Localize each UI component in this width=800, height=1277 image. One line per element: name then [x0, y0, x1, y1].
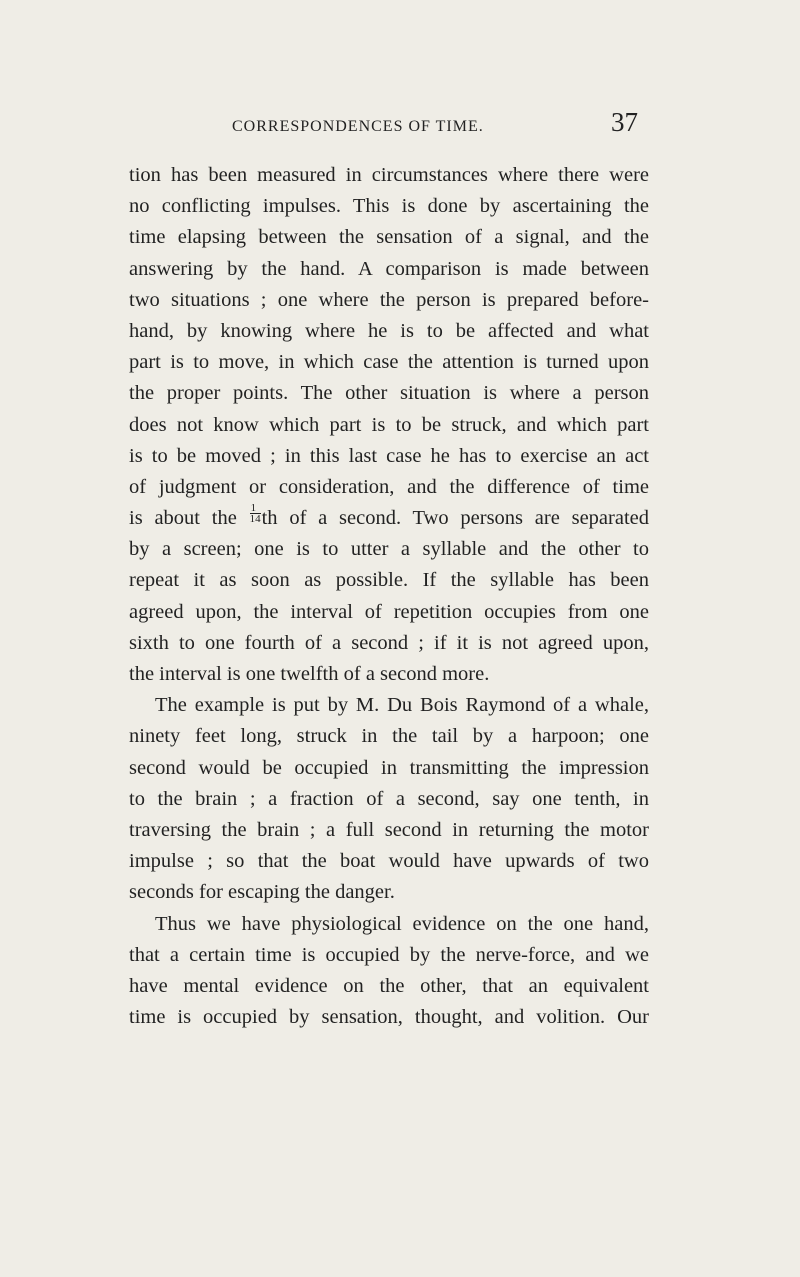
text-line: by a screen; one is to utter a syllable and the other to — [129, 538, 649, 561]
text-line: part is to move, in which case the attention is turned upon — [129, 351, 649, 374]
text-segment: th of a second. Two persons are separated — [261, 507, 650, 530]
text-line: that a certain time is occupied by the nerve-force, and we — [129, 943, 649, 966]
text-line: hand, by knowing where he is to be affected and what — [129, 319, 649, 342]
fraction — [250, 503, 261, 524]
text-segment: is about the — [129, 507, 237, 530]
text-line: sixth to one fourth of a second ; if it is not agreed upon, — [129, 631, 649, 654]
text-line: time elapsing between the sensation of a signal, and the — [129, 226, 649, 249]
text-line: the proper points. The other situation is where a person — [129, 382, 649, 405]
fraction-denominator: 14 — [249, 513, 261, 526]
text-line: seconds for escaping the danger. — [129, 881, 395, 904]
body-text — [129, 160, 649, 1033]
text-line: The example is put by M. Du Bois Raymond of a whale, — [155, 694, 649, 717]
text-line: impulse ; so that the boat would have upwards of two — [129, 850, 649, 873]
text-line: Thus we have physiological evidence on the one hand, — [155, 912, 649, 935]
text-line: have mental evidence on the other, that an equivalent — [129, 974, 649, 997]
text-line: second would be occupied in transmitting the impression — [129, 756, 649, 779]
text-line: to the brain ; a fraction of a second, say one tenth, in — [129, 787, 649, 810]
text-line: ninety feet long, struck in the tail by a harpoon; one — [129, 725, 649, 748]
running-head: CORRESPONDENCES OF TIME. — [232, 118, 484, 135]
text-line: time is occupied by sensation, thought, and volition. Our — [129, 1006, 649, 1029]
text-line: is to be moved ; in this last case he has to exercise an act — [129, 444, 649, 467]
text-line: does not know which part is to be struck, and which part — [129, 413, 649, 436]
page-number: 37 — [611, 107, 638, 137]
text-line: two situations ; one where the person is prepared before- — [129, 288, 649, 311]
text-line: answering by the hand. A comparison is made between — [129, 257, 649, 280]
text-line: tion has been measured in circumstances where there were — [129, 164, 649, 186]
page-header — [0, 105, 800, 145]
text-line: the interval is one twelfth of a second more. — [129, 663, 490, 685]
text-line: repeat it as soon as possible. If the syllable has been — [129, 569, 649, 592]
text-line: agreed upon, the interval of repetition occupies from one — [129, 600, 649, 623]
fraction-numerator: 1 — [250, 503, 261, 514]
text-line: traversing the brain ; a full second in returning the motor — [129, 818, 649, 841]
text-line: of judgment or consideration, and the difference of time — [129, 475, 649, 498]
text-line-with-fraction — [129, 503, 649, 534]
text-line: no conflicting impulses. This is done by ascertaining the — [129, 195, 649, 218]
